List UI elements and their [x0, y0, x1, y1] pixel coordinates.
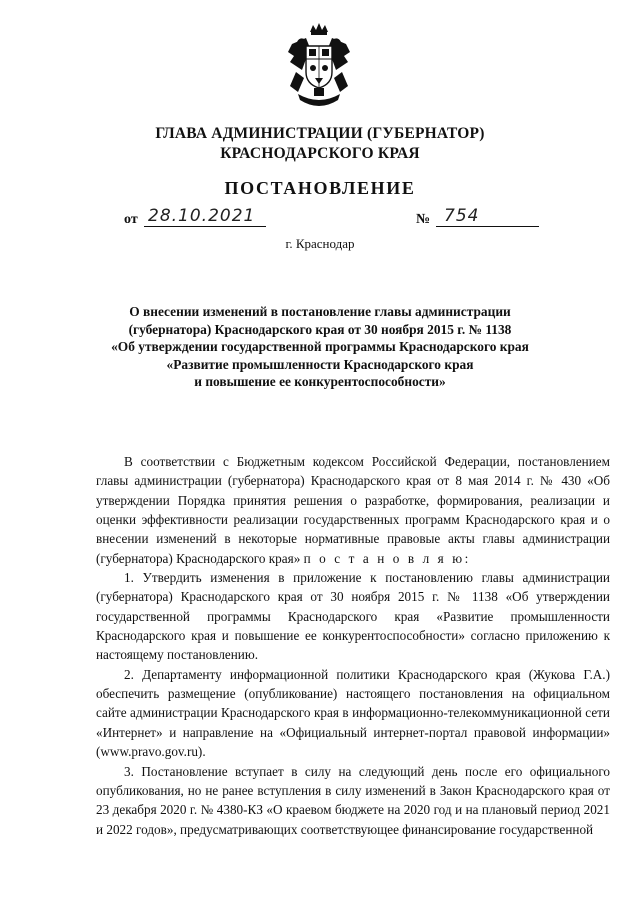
document-body — [96, 452, 610, 839]
document-type: ПОСТАНОВЛЕНИЕ — [224, 178, 416, 198]
date-number-row — [124, 208, 534, 230]
subject-line: «Развитие промышленности Краснодарского края — [166, 356, 474, 372]
date-label: от — [124, 212, 138, 227]
city: г. Краснодар — [285, 236, 355, 251]
subject-line: О внесении изменений в постановление главы администрации — [129, 304, 511, 319]
number-label: № — [416, 212, 431, 227]
item-1-paragraph: 1. Утвердить изменения в приложение к постановлению главы администрации (губернатора) Краснодарского края от 30 ноября 2015 г. № 1138 «Об утверждении государственной программы Краснодарского края «Развитие промышленности Краснодарского края и повышение ее конкурентоспособности» согласно приложению к настоящему постановлению. — [96, 570, 610, 663]
handwritten-number: 754 — [436, 206, 539, 227]
handwritten-date: 28.10.2021 — [144, 206, 266, 227]
subject-line: (губернатора) Краснодарского края от 30 ноября 2015 г. № 1138 — [128, 321, 512, 337]
issuer-title-line-1: ГЛАВА АДМИНИСТРАЦИИ (ГУБЕРНАТОР) — [155, 125, 485, 142]
item-3-paragraph: 3. Постановление вступает в силу на следующий день после его официального опубликования, но не ранее вступления в силу изменений в Закон Краснодарского края от 23 декабря 2020 г. № 4380-КЗ «О краевом бюджете на 2020 год и на плановый период 2021 и 2022 годов», предусматривающих соответствующее финансирование государственной — [96, 763, 610, 837]
item-2-paragraph: 2. Департаменту информационной политики Краснодарского края (Жукова Г.А.) обеспечить размещение (опубликование) настоящего постановления на официальном сайте администрации Краснодарского края в информационно-телекоммуникационной сети «Интернет» и направление на «Официальный интернет-портал правовой информации» (www.pravo.gov.ru). — [96, 666, 610, 760]
issuer-title-line-2: КРАСНОДАРСКОГО КРАЯ — [220, 145, 420, 162]
subject-line: и повышение ее конкурентоспособности» — [194, 374, 446, 389]
decree-word: п о с т а н о в л я ю: — [303, 550, 471, 566]
preamble-paragraph — [96, 452, 610, 568]
subject-line: «Об утверждении государственной программы Краснодарского края — [111, 339, 529, 354]
preamble-text: В соответствии с Бюджетным кодексом Российской Федерации, постановлением главы администрации (губернатора) Краснодарского края от 8 мая 2014 г. № 430 «Об утверждении Порядка принятия решения о разработке, формирования, реализации и оценки эффективности реализации государственных программ Краснодарского края и о внесении изменений в некоторые нормативные правовые акты главы администрации (губернатора) Краснодарского края» — [96, 454, 610, 566]
document-subject — [100, 303, 540, 391]
krasnodar-coat-of-arms-icon — [284, 22, 354, 114]
